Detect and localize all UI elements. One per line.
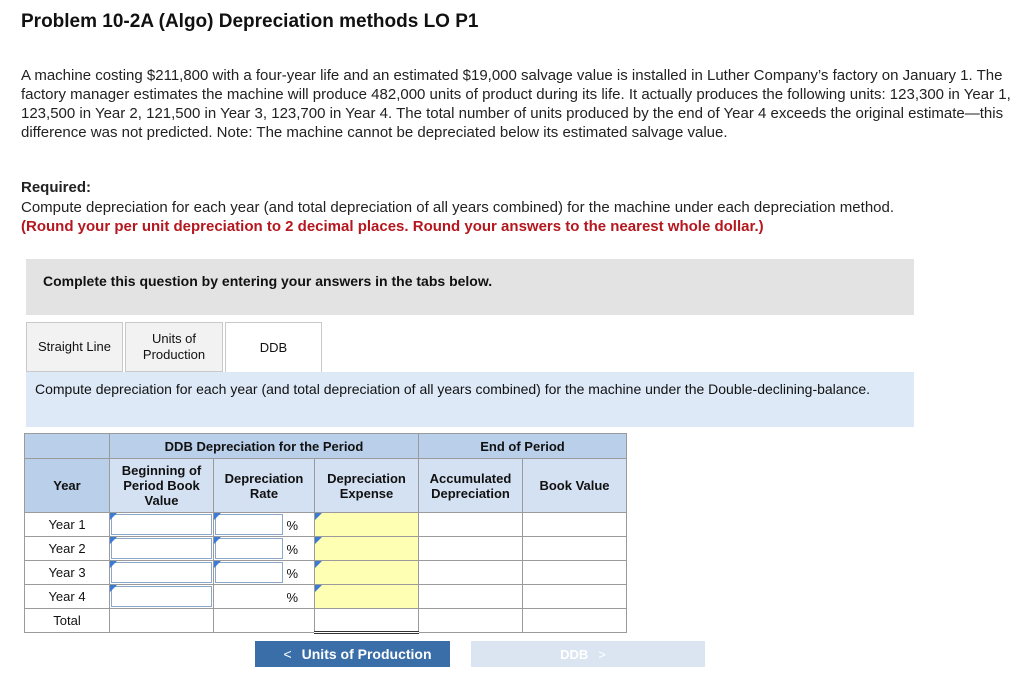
percent-sign: % — [286, 518, 298, 533]
table-row — [25, 537, 627, 561]
tab-units-label — [143, 331, 205, 363]
beginning-value-input[interactable] — [110, 561, 214, 585]
table-row — [25, 585, 627, 609]
header-depreciation-expense: Depreciation Expense — [315, 459, 419, 513]
year-label: Year 4 — [25, 585, 110, 609]
input-marker-icon — [315, 561, 322, 568]
table-row — [25, 561, 627, 585]
banner-text: Complete this question by entering your answers in the tabs below. — [43, 273, 493, 289]
beginning-value-input[interactable] — [110, 513, 214, 537]
input-marker-icon — [110, 513, 117, 520]
tab-units-label-line2: Production — [142, 347, 206, 362]
input-marker-icon — [110, 585, 117, 592]
header-blank — [25, 434, 110, 459]
header-accumulated-depreciation: Accumulated Depreciation — [419, 459, 523, 513]
required-text — [21, 198, 1011, 236]
year-label: Year 2 — [25, 537, 110, 561]
expense-input[interactable] — [315, 513, 419, 537]
ddb-table — [24, 433, 627, 634]
next-tab-button — [471, 641, 705, 667]
header-beginning-book-value: Beginning of Period Book Value — [110, 459, 214, 513]
input-marker-icon — [315, 585, 322, 592]
tab-straight-line-label: Straight Line — [38, 339, 111, 354]
book-value-cell — [523, 513, 627, 537]
accumulated-cell — [419, 513, 523, 537]
tab-ddb-label: DDB — [259, 340, 288, 355]
chevron-left-icon: < — [283, 646, 292, 662]
book-value-cell — [523, 561, 627, 585]
table-row — [25, 513, 627, 537]
accumulated-cell — [419, 561, 523, 585]
beginning-value-input[interactable] — [110, 537, 214, 561]
percent-sign: % — [286, 566, 298, 581]
rate-input[interactable] — [214, 513, 315, 537]
rounding-note: (Round your per unit depreciation to 2 decimal places. Round your answers to the nearest whole dollar.) — [21, 218, 764, 235]
header-period-group: DDB Depreciation for the Period — [110, 434, 419, 459]
total-book-value-cell — [523, 609, 627, 633]
instructions-banner — [26, 259, 914, 315]
header-depreciation-rate: Depreciation Rate — [214, 459, 315, 513]
rate-input[interactable] — [214, 537, 315, 561]
expense-input[interactable] — [315, 585, 419, 609]
input-marker-icon — [214, 513, 221, 520]
rate-cell — [214, 585, 315, 609]
tab-units-of-production[interactable] — [125, 322, 223, 372]
prev-tab-label: Units of Production — [301, 646, 432, 662]
input-marker-icon — [110, 561, 117, 568]
accumulated-cell — [419, 537, 523, 561]
total-expense-cell — [315, 609, 419, 633]
percent-sign: % — [286, 542, 298, 557]
header-book-value: Book Value — [523, 459, 627, 513]
total-label: Total — [25, 609, 110, 633]
header-end-group: End of Period — [419, 434, 627, 459]
tab-units-label-line1: Units of — [151, 331, 197, 346]
book-value-cell — [523, 585, 627, 609]
beginning-value-input[interactable] — [110, 585, 214, 609]
input-marker-icon — [214, 561, 221, 568]
total-beginning-cell — [110, 609, 214, 633]
page-title: Problem 10-2A (Algo) Depreciation methods LO P1 — [21, 11, 479, 32]
tab-ddb[interactable] — [225, 322, 322, 373]
next-tab-label: DDB — [560, 646, 589, 662]
total-accumulated-cell — [419, 609, 523, 633]
input-marker-icon — [110, 537, 117, 544]
input-marker-icon — [315, 513, 322, 520]
input-marker-icon — [315, 537, 322, 544]
table-row-total — [25, 609, 627, 633]
tab-instruction: Compute depreciation for each year (and total depreciation of all years combined) for the machine under the Double-declining-balance. — [26, 372, 914, 427]
problem-text: A machine costing $211,800 with a four-year life and an estimated $19,000 salvage value is installed in Luther Company’s factory on January 1. The factory manager estimates the machine will produce 482,000 units of product during its life. It actually produces the following units: 123,300 in Year 1, 123,500 in Year 2, 121,500 in Year 3, 123,700 in Year 4. The total number of units produced by the end of Year 4 exceeds the original estimate—this difference was not predicted. Note: The machine cannot be depreciated below its estimated salvage value. — [21, 67, 1011, 141]
tab-straight-line[interactable] — [26, 322, 123, 372]
prev-tab-button[interactable] — [255, 641, 450, 667]
expense-input[interactable] — [315, 537, 419, 561]
header-year: Year — [25, 459, 110, 513]
book-value-cell — [523, 537, 627, 561]
year-label: Year 1 — [25, 513, 110, 537]
input-marker-icon — [214, 537, 221, 544]
expense-input[interactable] — [315, 561, 419, 585]
accumulated-cell — [419, 585, 523, 609]
required-label: Required: — [21, 179, 92, 196]
percent-sign: % — [286, 590, 298, 605]
chevron-right-icon: > — [598, 646, 606, 662]
year-label: Year 3 — [25, 561, 110, 585]
required-instruction: Compute depreciation for each year (and total depreciation of all years combined) for the machine under each depreciation method. — [21, 199, 895, 216]
total-rate-cell — [214, 609, 315, 633]
rate-input[interactable] — [214, 561, 315, 585]
